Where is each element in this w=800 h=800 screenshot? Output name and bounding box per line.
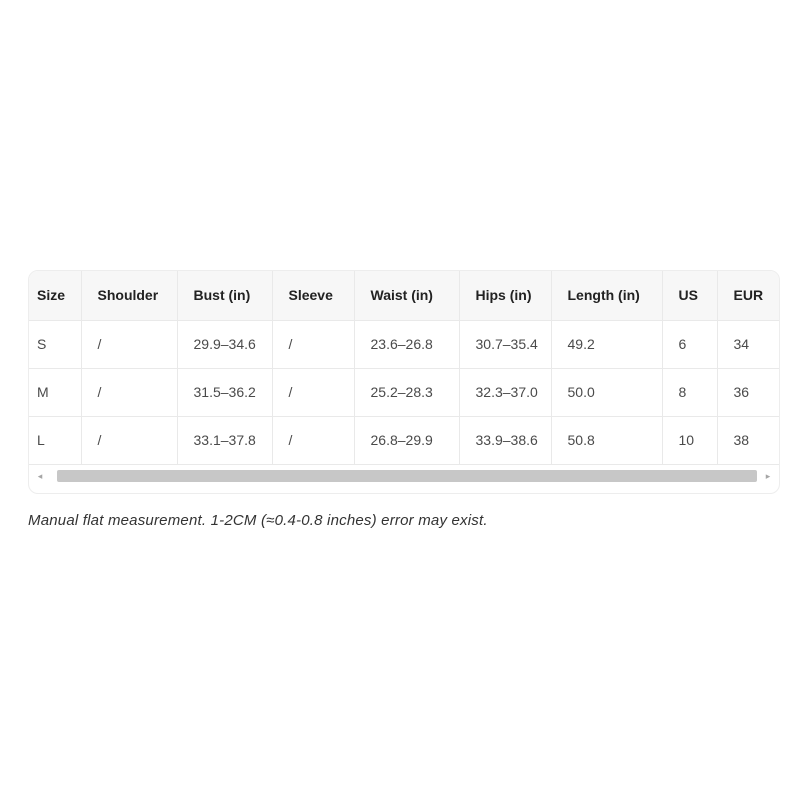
- size-chart-table: [29, 271, 779, 465]
- cell-waist: 25.2–28.3: [354, 368, 459, 416]
- column-header-us: US: [662, 271, 717, 320]
- cell-hips: 30.7–35.4: [459, 320, 551, 368]
- column-header-hips: Hips (in): [459, 271, 551, 320]
- cell-size: M: [29, 368, 81, 416]
- cell-size: S: [29, 320, 81, 368]
- cell-waist: 26.8–29.9: [354, 416, 459, 464]
- cell-bust: 31.5–36.2: [177, 368, 272, 416]
- cell-size: L: [29, 416, 81, 464]
- cell-length: 50.0: [551, 368, 662, 416]
- table-row-size-l: [29, 416, 779, 464]
- cell-us: 6: [662, 320, 717, 368]
- scroll-left-icon[interactable]: ◂: [37, 470, 43, 481]
- cell-eur: 34: [717, 320, 779, 368]
- table-row-size-m: [29, 368, 779, 416]
- cell-shoulder: /: [81, 368, 177, 416]
- cell-hips: 33.9–38.6: [459, 416, 551, 464]
- cell-eur: 36: [717, 368, 779, 416]
- scrollbar-thumb[interactable]: [57, 470, 757, 482]
- column-header-length: Length (in): [551, 271, 662, 320]
- column-header-shoulder: Shoulder: [81, 271, 177, 320]
- measurement-note: Manual flat measurement. 1-2CM (≈0.4-0.8 inches) error may exist.: [28, 512, 488, 529]
- scroll-right-icon[interactable]: ▸: [765, 470, 771, 481]
- column-header-sleeve: Sleeve: [272, 271, 354, 320]
- cell-sleeve: /: [272, 320, 354, 368]
- cell-shoulder: /: [81, 416, 177, 464]
- cell-us: 8: [662, 368, 717, 416]
- column-header-waist: Waist (in): [354, 271, 459, 320]
- size-chart-card: [28, 270, 780, 494]
- cell-length: 49.2: [551, 320, 662, 368]
- column-header-size: Size: [29, 271, 81, 320]
- horizontal-scrollbar[interactable]: [29, 465, 779, 493]
- cell-length: 50.8: [551, 416, 662, 464]
- scrollbar-track[interactable]: [47, 470, 761, 482]
- cell-shoulder: /: [81, 320, 177, 368]
- column-header-bust: Bust (in): [177, 271, 272, 320]
- column-header-eur: EUR: [717, 271, 779, 320]
- header-row: [29, 271, 779, 320]
- cell-eur: 38: [717, 416, 779, 464]
- table-row-size-s: [29, 320, 779, 368]
- cell-bust: 33.1–37.8: [177, 416, 272, 464]
- cell-bust: 29.9–34.6: [177, 320, 272, 368]
- cell-sleeve: /: [272, 416, 354, 464]
- cell-waist: 23.6–26.8: [354, 320, 459, 368]
- cell-us: 10: [662, 416, 717, 464]
- cell-sleeve: /: [272, 368, 354, 416]
- cell-hips: 32.3–37.0: [459, 368, 551, 416]
